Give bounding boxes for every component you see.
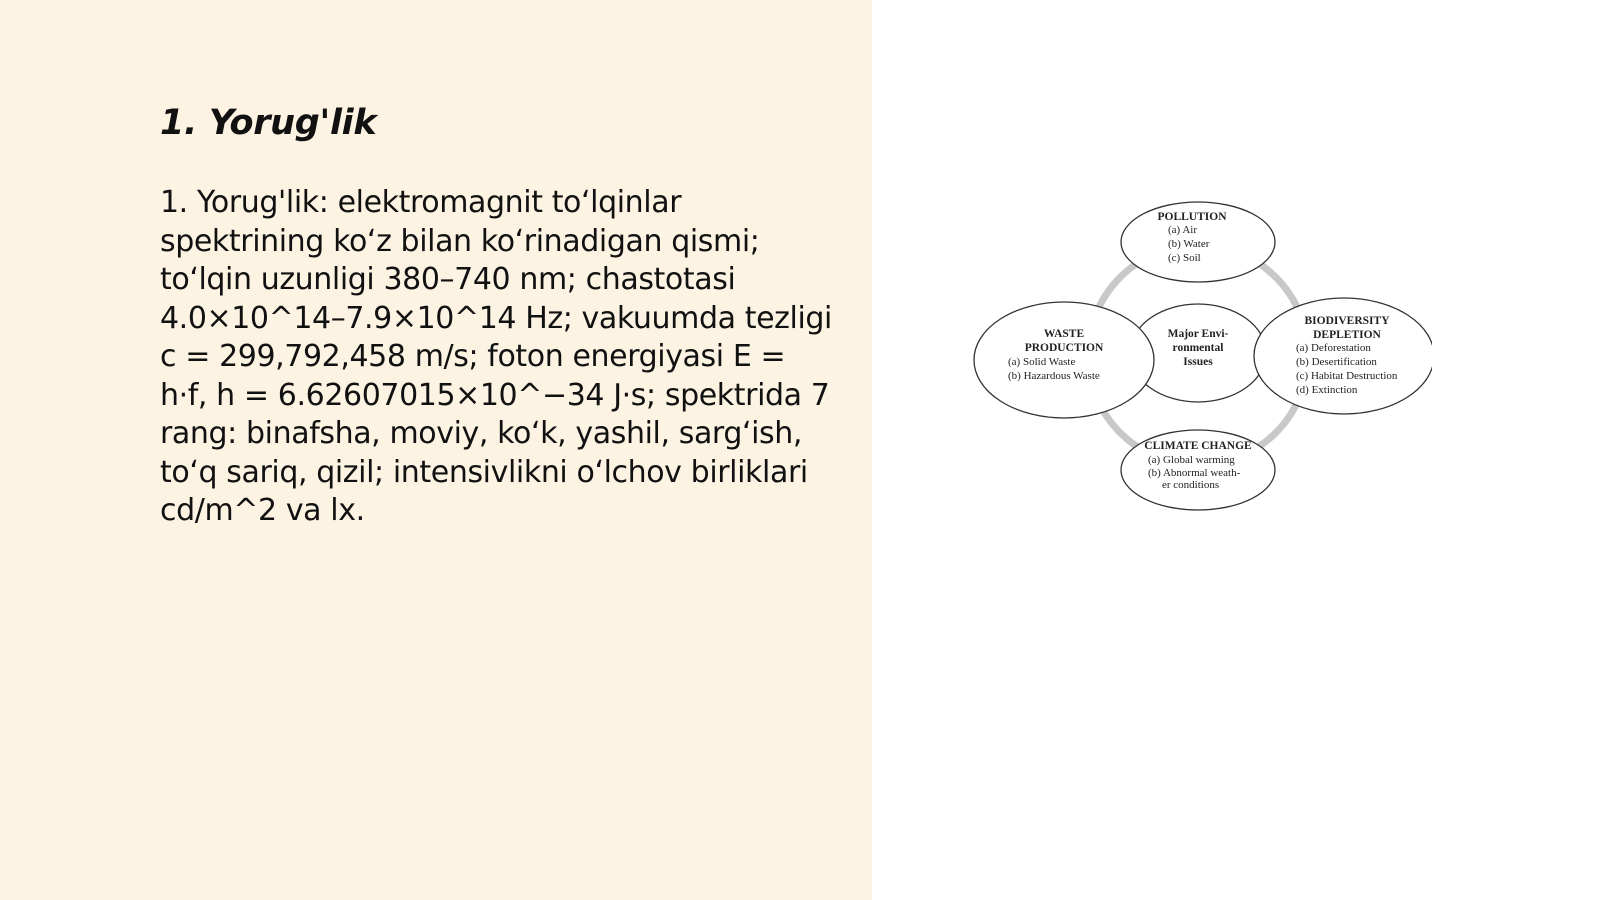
waste-item-solid: (a) Solid Waste bbox=[1008, 356, 1076, 368]
pollution-item-air: (a) Air bbox=[1168, 224, 1198, 236]
biodiversity-item-desertification: (b) Desertification bbox=[1296, 356, 1377, 368]
pollution-title: POLLUTION bbox=[1157, 211, 1227, 223]
pollution-item-soil: (c) Soil bbox=[1168, 252, 1201, 264]
biodiversity-item-habitat: (c) Habitat Destruction bbox=[1296, 370, 1398, 382]
waste-title-line1: WASTE bbox=[1043, 328, 1085, 340]
environmental-issues-diagram bbox=[972, 200, 1432, 515]
center-label-line1: Major Envi- bbox=[1167, 328, 1229, 340]
pollution-item-water: (b) Water bbox=[1168, 238, 1210, 250]
biodiversity-item-extinction: (d) Extinction bbox=[1296, 384, 1358, 396]
waste-item-hazardous: (b) Hazardous Waste bbox=[1008, 370, 1100, 382]
slide-title: 1. Yorug'lik bbox=[160, 103, 377, 143]
biodiversity-item-deforestation: (a) Deforestation bbox=[1296, 342, 1371, 354]
climate-title: CLIMATE CHANGE bbox=[1144, 440, 1252, 452]
slide-body-text: 1. Yorug'lik: elektromagnit to‘lqinlar spektrining ko‘z bilan ko‘rinadigan qismi; to‘lqin uzunligi 380–740 nm; chastotasi 4.0×10^14–7.9×10^14 Hz; vakuumda tezligi c = 299,792,458 m/s; foton energiyasi E = h·f, h = 6.62607015×10^−34 J·s; spektrida 7 rang: binafsha, moviy, ko‘k, yashil, sarg‘ish, to‘q sariq, qizil; intensivlikni o‘lchov birliklari cd/m^2 va lx. bbox=[160, 185, 832, 528]
climate-item-global-warming: (a) Global warming bbox=[1148, 454, 1235, 466]
center-label-line2: ronmental bbox=[1172, 342, 1224, 354]
waste-title-line2: PRODUCTION bbox=[1024, 342, 1104, 354]
biodiversity-title-line1: BIODIVERSITY bbox=[1304, 315, 1390, 327]
center-label-line3: Issues bbox=[1183, 356, 1213, 368]
climate-item-conditions: er conditions bbox=[1162, 479, 1220, 491]
climate-item-abnormal-weather: (b) Abnormal weath- bbox=[1148, 467, 1241, 479]
biodiversity-title-line2: DEPLETION bbox=[1313, 329, 1381, 341]
